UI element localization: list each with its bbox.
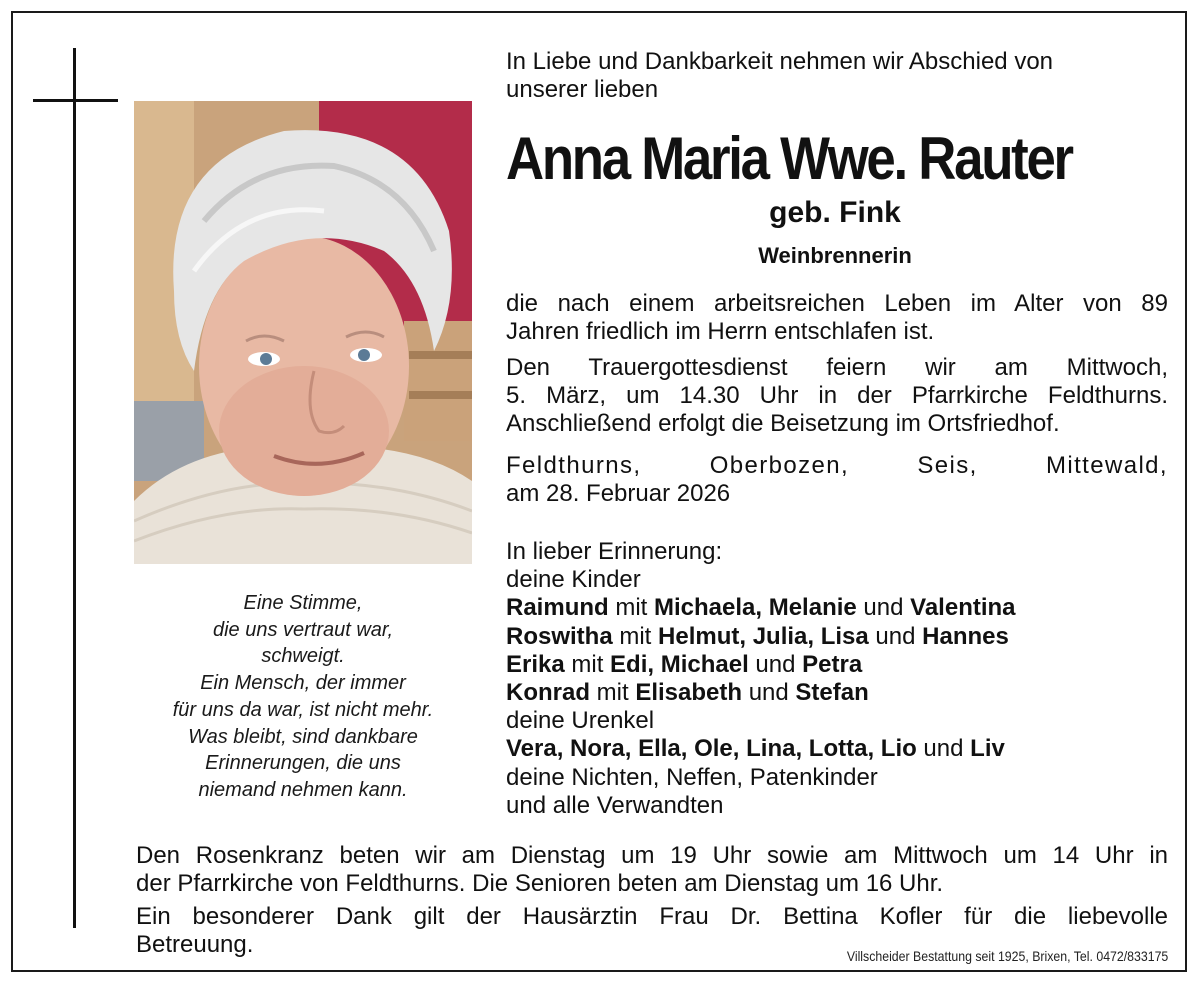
last-name-item: Petra [802,650,863,678]
poem-line: Was bleibt, sind dankbare [188,725,418,748]
family-heading: In lieber Erinnerung: [506,538,723,565]
relatives-line: deine Nichten, Neffen, Patenkinder [506,763,878,791]
family-row [506,623,1168,651]
cross-icon-vertical [73,48,76,928]
last-name-item: Stefan [795,679,869,707]
deceased-name: Anna Maria Wwe. Rauter [506,125,1072,192]
poem-line: Ein Mensch, der immer [200,672,406,695]
intro-line: In Liebe und Dankbarkeit nehmen wir Abschied von [506,48,1054,75]
portrait-photo [134,101,472,564]
child-name: Roswitha [506,622,613,650]
memorial-poem [134,590,472,804]
connector: und [856,594,911,622]
last-name-item: Hannes [922,622,1009,650]
service-line: 5. März, um 14.30 Uhr in der Pfarrkirche Feldthurns. [506,382,1168,409]
thanks-line: Betreuung. [136,931,254,958]
announcement-line: die nach einem arbeitsreichen Leben im Alter von 89 [506,290,1168,317]
intro-text [506,48,1168,104]
partner-names: Elisabeth [635,679,743,707]
rosary-text [136,842,1168,898]
all-relatives: und alle Verwandten [506,791,724,819]
occupation: Weinbrennerin [758,243,912,268]
funeral-home-credit: Villscheider Bestattung seit 1925, Brixen, Tel. 0472/833175 [846,948,1168,964]
child-name: Raimund [506,594,609,622]
date: am 28. Februar 2026 [506,480,731,507]
poem-line: die uns vertraut war, [212,618,394,641]
family-row [506,651,1168,679]
connector: mit [564,650,611,678]
connector: und [868,622,923,650]
announcement-line: Jahren friedlich im Herrn entschlafen ist. [506,318,935,345]
poem-line: für uns da war, ist nicht mehr. [172,698,434,721]
places: Feldthurns, Oberbozen, Seis, Mittewald, [506,452,1168,479]
cross-icon-horizontal [33,99,118,102]
connector: und [742,679,796,707]
connector: und [748,650,803,678]
last-name-item: Valentina [910,594,1016,622]
service-text [506,354,1168,438]
last-name-item: Liv [970,735,1005,763]
poem-line: niemand nehmen kann. [198,778,408,801]
partner-names: Michaela, Melanie [654,594,857,622]
intro-line: unserer lieben [506,76,659,103]
partner-names: Edi, Michael [610,650,749,678]
birth-name: geb. Fink [769,196,901,229]
family-row [506,594,1168,622]
connector: mit [612,622,659,650]
child-name: Konrad [506,679,590,707]
connector: mit [590,679,636,707]
rosary-line: der Pfarrkirche von Feldthurns. Die Senioren beten am Dienstag um 16 Uhr. [136,870,944,897]
poem-line: Eine Stimme, [243,592,363,614]
poem-line: schweigt. [261,645,345,668]
child-name: Erika [506,650,565,678]
rosary-line: Den Rosenkranz beten wir am Dienstag um 19 Uhr sowie am Mittwoch um 14 Uhr in [136,842,1168,869]
connector: mit [608,594,654,622]
great-grandchildren-label: deine Urenkel [506,707,655,735]
family-row [506,735,1168,763]
partner-names: Helmut, Julia, Lisa [658,622,869,650]
service-line: Den Trauergottesdienst feiern wir am Mittwoch, [506,354,1168,381]
family-list [506,538,1168,820]
service-line: Anschließend erfolgt die Beisetzung im Ortsfriedhof. [506,410,1060,437]
poem-line: Erinnerungen, die uns [205,752,401,775]
family-row [506,679,1168,707]
place-date [506,452,1168,508]
great-grandchildren-names: Vera, Nora, Ella, Ole, Lina, Lotta, Lio [506,735,917,763]
thanks-line: Ein besonderer Dank gilt der Hausärztin Frau Dr. Bettina Kofler für die liebevolle [136,903,1168,930]
connector: und [916,735,971,763]
children-label: deine Kinder [506,566,641,594]
announcement-text [506,290,1168,346]
